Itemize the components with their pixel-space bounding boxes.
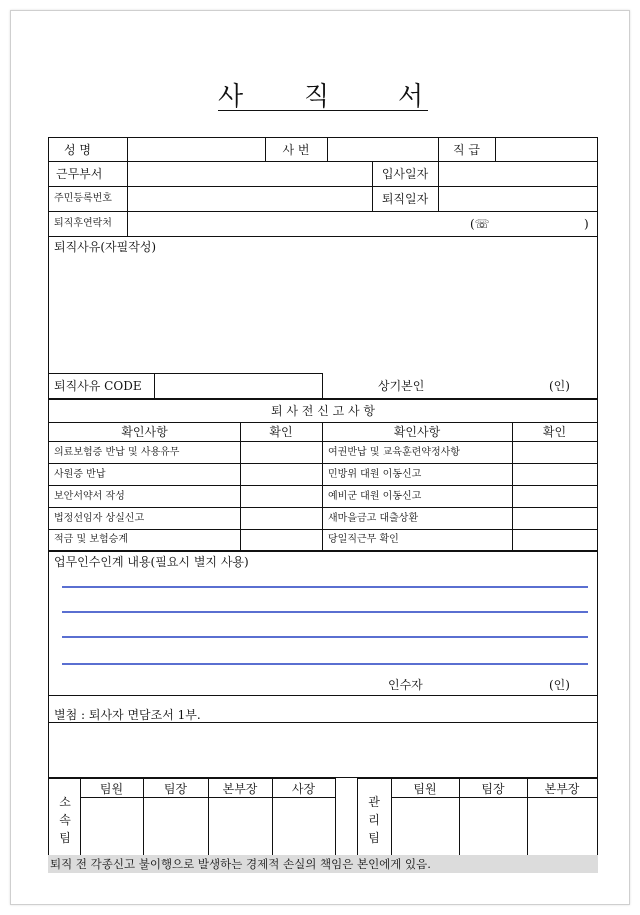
footer-notice: 퇴직 전 각종신고 불이행으로 발생하는 경제적 손실의 책임은 본인에게 있음. (50, 857, 431, 871)
approval-col: 팀원 (413, 782, 437, 796)
confirm-label: 상기본인 (378, 379, 425, 393)
handover-label: 업무인수인계 내용(필요시 별지 사용) (54, 555, 249, 569)
col-item-right: 확인사항 (393, 425, 441, 439)
col-item-left: 확인사항 (121, 425, 168, 439)
receiver-label: 인수자 (388, 678, 423, 692)
check-item: 보안서약서 작성 (54, 491, 125, 502)
phone-close: ) (584, 217, 589, 231)
join-date-label: 입사일자 (381, 167, 429, 181)
approval-col: 본부장 (222, 782, 258, 796)
resign-date-label: 퇴직일자 (381, 192, 429, 206)
reason-label: 퇴직사유(자필작성) (54, 240, 157, 254)
col-check-right: 확인 (542, 425, 567, 439)
reason-seal: (인) (549, 379, 570, 393)
title-underline (218, 110, 428, 111)
title-char-2: 직 (304, 82, 330, 112)
phone-open: (☏ (470, 217, 490, 231)
approval-col: 사장 (291, 782, 316, 796)
reason-code-label: 퇴직사유 CODE (54, 379, 142, 393)
check-item: 법정선임자 상실신고 (54, 513, 145, 524)
resident-no-label: 주민등록번호 (54, 193, 112, 204)
check-item: 민방위 대원 이동신고 (328, 469, 422, 480)
receiver-seal: (인) (549, 678, 570, 692)
check-item: 적금 및 보험승계 (54, 534, 128, 545)
col-check-left: 확인 (269, 425, 293, 439)
attachment-text: 별첨 : 퇴사자 면담조서 1부. (54, 708, 201, 722)
check-item: 당일직근무 확인 (328, 534, 399, 545)
check-item: 여권반납 및 교육훈련약정사항 (328, 447, 460, 458)
handover-line (62, 663, 588, 665)
rank-label: 직 급 (453, 143, 480, 157)
approval-col: 팀장 (163, 782, 188, 796)
handover-line (62, 611, 588, 613)
handover-line (62, 636, 588, 638)
check-item: 사원증 반납 (54, 469, 106, 480)
emp-no-label: 사 번 (282, 143, 310, 157)
approval-col: 팀장 (481, 782, 505, 796)
check-item: 예비군 대원 이동신고 (328, 491, 422, 502)
approval-col: 본부장 (544, 782, 580, 796)
checklist-header: 퇴 사 전 신 고 사 항 (270, 404, 376, 418)
check-item: 의료보험증 반납 및 사용유무 (54, 447, 180, 458)
left-team-label: 소속팀 (59, 795, 71, 845)
title-char-3: 서 (398, 82, 424, 112)
contact-label: 퇴직후연락처 (54, 218, 112, 229)
check-item: 새마을금고 대출상환 (328, 513, 419, 524)
right-team-label: 관리팀 (368, 795, 380, 845)
name-label: 성 명 (64, 143, 91, 157)
dept-label: 근무부서 (56, 167, 103, 181)
title-char-1: 사 (218, 82, 244, 112)
approval-col: 팀원 (99, 782, 124, 796)
handover-line (62, 586, 588, 588)
